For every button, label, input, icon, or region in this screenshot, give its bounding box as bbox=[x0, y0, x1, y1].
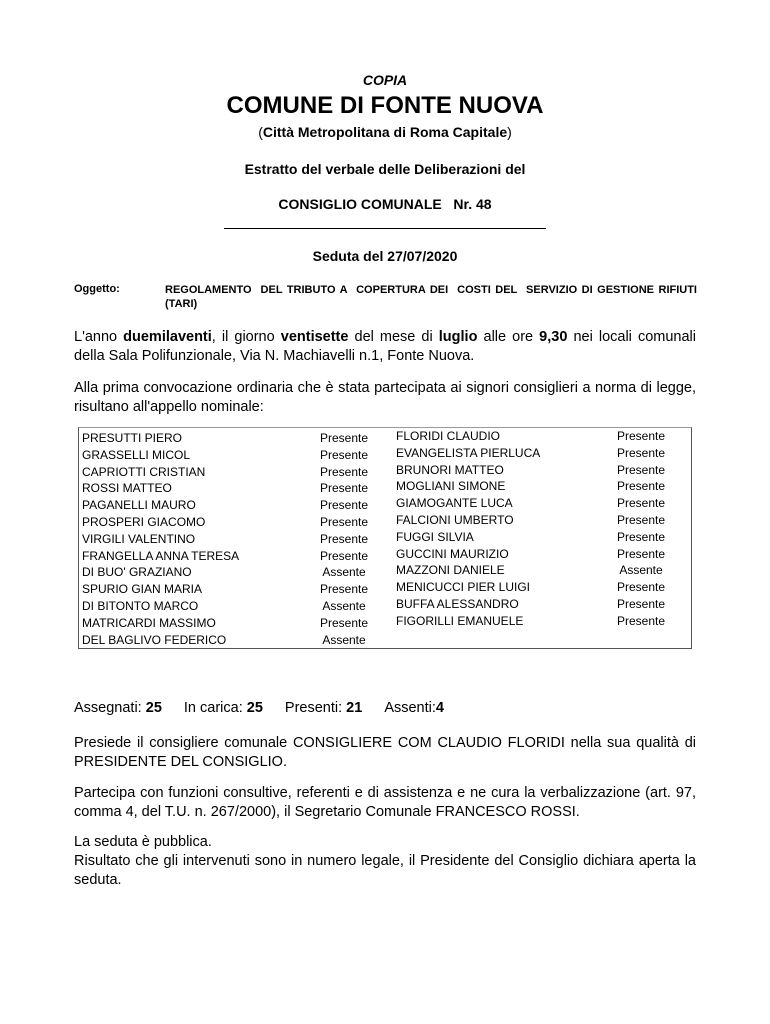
councillor-name: FUGGI SILVIA bbox=[396, 529, 474, 544]
councillor-name: VIRGILI VALENTINO bbox=[82, 531, 196, 546]
councillor-name: MATRICARDI MASSIMO bbox=[82, 615, 216, 630]
intro-paragraph bbox=[74, 328, 696, 366]
intro-text-a: L'anno bbox=[74, 329, 124, 345]
quorum-line: Risultato che gli intervenuti sono in numero legale, il Presidente del Consiglio dichiara aperta la seduta. bbox=[74, 853, 696, 888]
councillor-name: PROSPERI GIACOMO bbox=[82, 515, 206, 529]
intro-text-b: , il giorno bbox=[211, 329, 281, 345]
attendance-status: Presente bbox=[616, 445, 666, 460]
intro-year: duemilaventi bbox=[123, 329, 212, 345]
absent-value: 4 bbox=[435, 700, 444, 716]
subtitle-open-paren: ( bbox=[258, 124, 263, 140]
attendance-status: Presente bbox=[616, 529, 666, 544]
councillor-name: FLORIDI CLAUDIO bbox=[396, 429, 501, 443]
subject-label: Oggetto: bbox=[74, 283, 120, 295]
councillor-name: SPURIO GIAN MARIA bbox=[82, 582, 203, 597]
attendance-status: Assente bbox=[322, 565, 366, 580]
intro-text-e: nei locali comunali della Sala Polifunzionale, Via N. Machiavelli n.1, Fonte Nuova. bbox=[74, 329, 696, 364]
councillor-name: GRASSELLI MICOL bbox=[82, 447, 191, 462]
attendance-status: Assente bbox=[619, 563, 663, 578]
attendance-status: Presente bbox=[319, 515, 369, 529]
attendance-status: Presente bbox=[616, 580, 666, 595]
councillor-name: GUCCINI MAURIZIO bbox=[396, 546, 509, 561]
copy-label: COPIA bbox=[362, 72, 408, 88]
in-office-label: In carica: bbox=[183, 700, 243, 716]
attendance-status: Presente bbox=[319, 481, 369, 496]
council-number: CONSIGLIO COMUNALE Nr. 48 bbox=[278, 196, 492, 212]
councillor-name: CAPRIOTTI CRISTIAN bbox=[82, 464, 206, 479]
councillor-name: PAGANELLI MAURO bbox=[82, 498, 196, 513]
attendance-status: Presente bbox=[616, 597, 666, 611]
councillor-name: ROSSI MATTEO bbox=[82, 481, 172, 496]
councillor-name: BRUNORI MATTEO bbox=[396, 462, 504, 477]
subtitle-text: Città Metropolitana di Roma Capitale bbox=[262, 124, 508, 140]
session-date: Seduta del 27/07/2020 bbox=[312, 248, 458, 264]
attendance-status: Presente bbox=[616, 513, 666, 527]
document-title: COMUNE DI FONTE NUOVA bbox=[226, 92, 544, 119]
councillor-name: MAZZONI DANIELE bbox=[396, 563, 505, 578]
attendance-status: Presente bbox=[616, 462, 666, 477]
attendance-status: Presente bbox=[319, 615, 369, 630]
attendance-status: Presente bbox=[616, 496, 666, 511]
intro-month: luglio bbox=[438, 329, 478, 345]
convocation-paragraph: Alla prima convocazione ordinaria che è stata partecipata ai signori consiglieri a norma di legge, risultano all'appello nominale: bbox=[74, 380, 696, 415]
subtitle-close-paren: ) bbox=[507, 124, 512, 140]
attendance-status: Presente bbox=[319, 531, 369, 546]
councillor-name: GIAMOGANTE LUCA bbox=[396, 496, 513, 511]
councillor-name: EVANGELISTA PIERLUCA bbox=[396, 445, 541, 460]
councillor-name: DI BITONTO MARCO bbox=[82, 599, 199, 613]
attendance-table bbox=[78, 427, 692, 649]
in-office-value: 25 bbox=[246, 700, 263, 716]
attendance-status: Assente bbox=[322, 632, 366, 647]
secretary-paragraph: Partecipa con funzioni consultive, referenti e di assistenza e ne cura la verbalizzazione (art. 97, comma 4, del T.U. n. 267/2000), il Segretario Comunale FRANCESCO ROSSI. bbox=[74, 785, 696, 820]
attendance-status: Presente bbox=[319, 582, 369, 597]
councillor-name: BUFFA ALESSANDRO bbox=[396, 597, 519, 611]
present-label: Presenti: bbox=[284, 700, 343, 716]
councillor-name: DEL BAGLIVO FEDERICO bbox=[82, 632, 227, 647]
intro-day: ventisette bbox=[280, 329, 349, 345]
extract-heading: Estratto del verbale delle Deliberazioni del bbox=[244, 161, 526, 177]
document-subtitle bbox=[0, 124, 770, 140]
attendance-status: Presente bbox=[616, 613, 666, 628]
councillor-name: MOGLIANI SIMONE bbox=[396, 479, 506, 494]
councillor-name: FALCIONI UMBERTO bbox=[396, 513, 514, 527]
intro-text-c: del mese di bbox=[348, 329, 439, 345]
header-divider bbox=[224, 228, 546, 229]
assigned-label: Assegnati: bbox=[74, 700, 142, 716]
attendance-status: Presente bbox=[319, 431, 369, 445]
attendance-status: Presente bbox=[319, 498, 369, 513]
absent-label: Assenti: bbox=[384, 700, 436, 716]
attendance-status: Presente bbox=[319, 548, 369, 563]
attendance-counts bbox=[74, 700, 444, 716]
attendance-status: Presente bbox=[616, 479, 666, 494]
councillor-name: DI BUO' GRAZIANO bbox=[82, 565, 192, 580]
attendance-status: Presente bbox=[319, 447, 369, 462]
councillor-name: FIGORILLI EMANUELE bbox=[396, 613, 524, 628]
closing-paragraph bbox=[74, 833, 696, 890]
attendance-status: Presente bbox=[616, 546, 666, 561]
subject-text: REGOLAMENTO DEL TRIBUTO A COPERTURA DEI COSTI DEL SERVIZIO DI GESTIONE RIFIUTI (TARI) bbox=[165, 284, 701, 310]
councillor-name: MENICUCCI PIER LUIGI bbox=[396, 580, 531, 595]
attendance-status: Presente bbox=[616, 429, 666, 443]
present-value: 21 bbox=[346, 700, 363, 716]
presidency-paragraph: Presiede il consigliere comunale CONSIGLIERE COM CLAUDIO FLORIDI nella sua qualità di PRESIDENTE DEL CONSIGLIO. bbox=[74, 735, 696, 770]
councillor-name: FRANGELLA ANNA TERESA bbox=[82, 548, 240, 563]
public-session-line: La seduta è pubblica. bbox=[74, 834, 212, 850]
intro-time: 9,30 bbox=[539, 329, 568, 345]
councillor-name: PRESUTTI PIERO bbox=[82, 431, 183, 445]
attendance-status: Presente bbox=[319, 464, 369, 479]
assigned-value: 25 bbox=[145, 700, 162, 716]
intro-text-d: alle ore bbox=[477, 329, 540, 345]
attendance-status: Assente bbox=[322, 599, 366, 613]
